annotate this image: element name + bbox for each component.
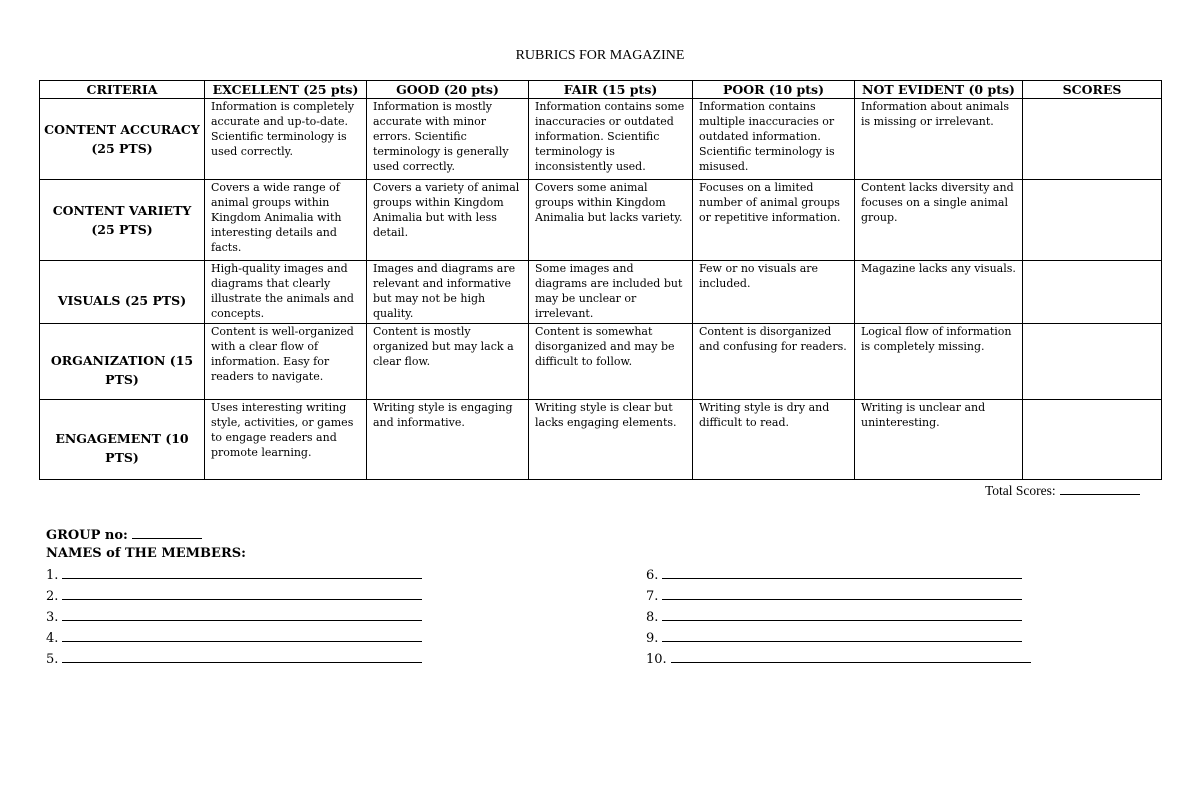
member-name-blank[interactable] xyxy=(62,566,422,579)
criteria-cell xyxy=(40,400,205,480)
not-evident-cell: Magazine lacks any visuals. xyxy=(855,261,1023,324)
rubric-table xyxy=(39,80,1162,480)
member-line xyxy=(646,650,1031,670)
member-name-blank[interactable] xyxy=(62,650,422,663)
criteria-cell xyxy=(40,261,205,324)
fair-cell: Some images and diagrams are included but may be unclear or irrelevant. xyxy=(529,261,693,324)
member-line xyxy=(46,650,422,670)
header-fair: FAIR (15 pts) xyxy=(529,81,693,99)
good-cell: Covers a variety of animal groups within Kingdom Animalia but with less detail. xyxy=(367,180,529,261)
table-row xyxy=(40,400,1162,480)
table-header-row xyxy=(40,81,1162,99)
total-scores-label: Total Scores: xyxy=(985,483,1056,498)
total-scores-blank[interactable] xyxy=(1060,482,1140,495)
member-name-blank[interactable] xyxy=(62,629,422,642)
member-line xyxy=(646,608,1022,628)
score-cell[interactable] xyxy=(1023,180,1162,261)
table-row xyxy=(40,99,1162,180)
member-name-blank[interactable] xyxy=(662,629,1022,642)
members-heading: NAMES of THE MEMBERS: xyxy=(46,546,246,561)
criteria-label: ENGAGEMENT (10 PTS) xyxy=(55,430,189,465)
criteria-label: CONTENT ACCURACY (25 PTS) xyxy=(44,122,200,156)
criteria-cell xyxy=(40,324,205,400)
member-number: 8. xyxy=(646,610,659,625)
member-name-blank[interactable] xyxy=(662,587,1022,600)
excellent-cell: Information is completely accurate and up-to-date. Scientific terminology is used correctly. xyxy=(205,99,367,180)
member-line xyxy=(46,566,422,586)
poor-cell: Focuses on a limited number of animal groups or repetitive information. xyxy=(693,180,855,261)
table-row xyxy=(40,261,1162,324)
poor-cell: Information contains multiple inaccuracies or outdated information. Scientific terminology is misused. xyxy=(693,99,855,180)
total-scores xyxy=(985,482,1140,499)
poor-cell: Content is disorganized and confusing for readers. xyxy=(693,324,855,400)
member-line xyxy=(646,566,1022,586)
member-name-blank[interactable] xyxy=(662,608,1022,621)
member-number: 2. xyxy=(46,589,59,604)
poor-cell: Writing style is dry and difficult to read. xyxy=(693,400,855,480)
page-title: RUBRICS FOR MAGAZINE xyxy=(515,48,685,63)
header-not-evident: NOT EVIDENT (0 pts) xyxy=(855,81,1023,99)
member-line xyxy=(46,629,422,649)
member-line xyxy=(646,587,1022,607)
score-cell[interactable] xyxy=(1023,324,1162,400)
fair-cell: Content is somewhat disorganized and may be difficult to follow. xyxy=(529,324,693,400)
score-cell[interactable] xyxy=(1023,99,1162,180)
good-cell: Information is mostly accurate with minor errors. Scientific terminology is generally used correctly. xyxy=(367,99,529,180)
excellent-cell: Covers a wide range of animal groups within Kingdom Animalia with interesting details and facts. xyxy=(205,180,367,261)
member-number: 9. xyxy=(646,631,659,646)
member-name-blank[interactable] xyxy=(62,608,422,621)
group-label: GROUP no: xyxy=(46,528,128,543)
fair-cell: Information contains some inaccuracies or outdated information. Scientific terminology is inconsistently used. xyxy=(529,99,693,180)
member-number: 3. xyxy=(46,610,59,625)
fair-cell: Writing style is clear but lacks engaging elements. xyxy=(529,400,693,480)
table-row xyxy=(40,324,1162,400)
header-scores: SCORES xyxy=(1023,81,1162,99)
criteria-label: CONTENT VARIETY (25 PTS) xyxy=(52,203,192,237)
group-number-blank[interactable] xyxy=(132,526,202,539)
criteria-label: ORGANIZATION (15 PTS) xyxy=(50,352,194,387)
table-row xyxy=(40,180,1162,261)
score-cell[interactable] xyxy=(1023,400,1162,480)
member-number: 6. xyxy=(646,568,659,583)
not-evident-cell: Content lacks diversity and focuses on a single animal group. xyxy=(855,180,1023,261)
member-line xyxy=(646,629,1022,649)
header-criteria: CRITERIA xyxy=(40,81,205,99)
good-cell: Writing style is engaging and informative. xyxy=(367,400,529,480)
member-line xyxy=(46,608,422,628)
header-poor: POOR (10 pts) xyxy=(693,81,855,99)
member-number: 5. xyxy=(46,652,59,667)
member-name-blank[interactable] xyxy=(662,566,1022,579)
criteria-cell xyxy=(40,99,205,180)
excellent-cell: Uses interesting writing style, activities, or games to engage readers and promote learning. xyxy=(205,400,367,480)
score-cell[interactable] xyxy=(1023,261,1162,324)
member-number: 10. xyxy=(646,652,667,667)
member-name-blank[interactable] xyxy=(62,587,422,600)
member-number: 4. xyxy=(46,631,59,646)
good-cell: Images and diagrams are relevant and informative but may not be high quality. xyxy=(367,261,529,324)
not-evident-cell: Writing is unclear and uninteresting. xyxy=(855,400,1023,480)
member-number: 1. xyxy=(46,568,59,583)
poor-cell: Few or no visuals are included. xyxy=(693,261,855,324)
not-evident-cell: Information about animals is missing or irrelevant. xyxy=(855,99,1023,180)
member-number: 7. xyxy=(646,589,659,604)
fair-cell: Covers some animal groups within Kingdom Animalia but lacks variety. xyxy=(529,180,693,261)
criteria-label: VISUALS (25 PTS) xyxy=(57,292,187,308)
member-name-blank[interactable] xyxy=(671,650,1031,663)
header-excellent: EXCELLENT (25 pts) xyxy=(205,81,367,99)
header-good: GOOD (20 pts) xyxy=(367,81,529,99)
not-evident-cell: Logical flow of information is completely missing. xyxy=(855,324,1023,400)
good-cell: Content is mostly organized but may lack a clear flow. xyxy=(367,324,529,400)
excellent-cell: Content is well-organized with a clear flow of information. Easy for readers to navigate. xyxy=(205,324,367,400)
member-line xyxy=(46,587,422,607)
excellent-cell: High-quality images and diagrams that clearly illustrate the animals and concepts. xyxy=(205,261,367,324)
group-number xyxy=(46,526,202,543)
criteria-cell xyxy=(40,180,205,261)
